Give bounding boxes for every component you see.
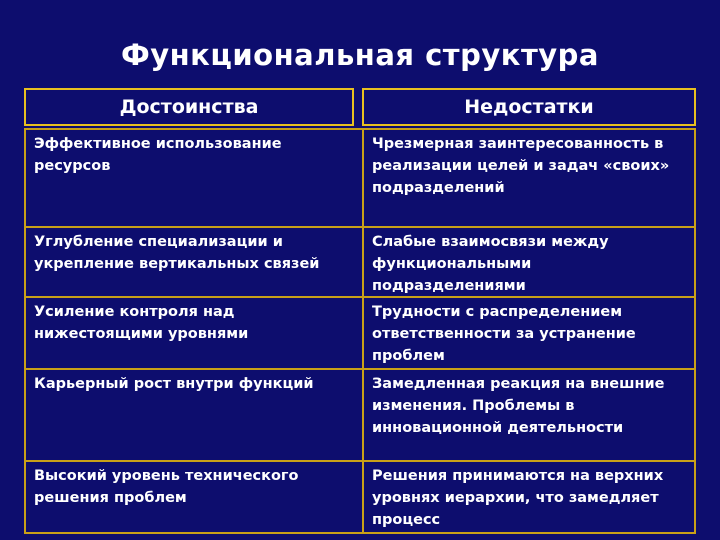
disadvantage-cell: Решения принимаются на верхних уровнях иерархии, что замедляет процесс xyxy=(372,468,664,528)
advantage-cell: Эффективное использование ресурсов xyxy=(26,130,364,228)
disadvantage-cell: Замедленная реакция на внешние изменения. Проблемы в инновационной деятельности xyxy=(364,370,694,462)
page-title: Функциональная структура xyxy=(120,38,599,72)
disadvantage-cell: Трудности с распределением ответственности за устранение проблем xyxy=(364,298,694,370)
disadvantage-cell: Слабые взаимосвязи между функциональными подразделениями xyxy=(364,228,694,298)
header-disadvantages-label: Недостатки xyxy=(464,96,594,118)
advantage-cell: Углубление специализации и укрепление вертикальных связей xyxy=(26,228,364,298)
header-advantages xyxy=(24,88,354,126)
disadvantage-cell: Чрезмерная заинтересованность в реализации целей и задач «своих» подразделений xyxy=(364,130,694,228)
header-disadvantages xyxy=(362,88,696,126)
comparison-table xyxy=(24,128,696,534)
advantage-cell: Карьерный рост внутри функций xyxy=(26,370,364,462)
advantage-cell: Высокий уровень технического решения проблем xyxy=(26,462,364,532)
header-advantages-label: Достоинства xyxy=(119,96,259,118)
advantage-cell: Усиление контроля над нижестоящими уровнями xyxy=(26,298,364,370)
